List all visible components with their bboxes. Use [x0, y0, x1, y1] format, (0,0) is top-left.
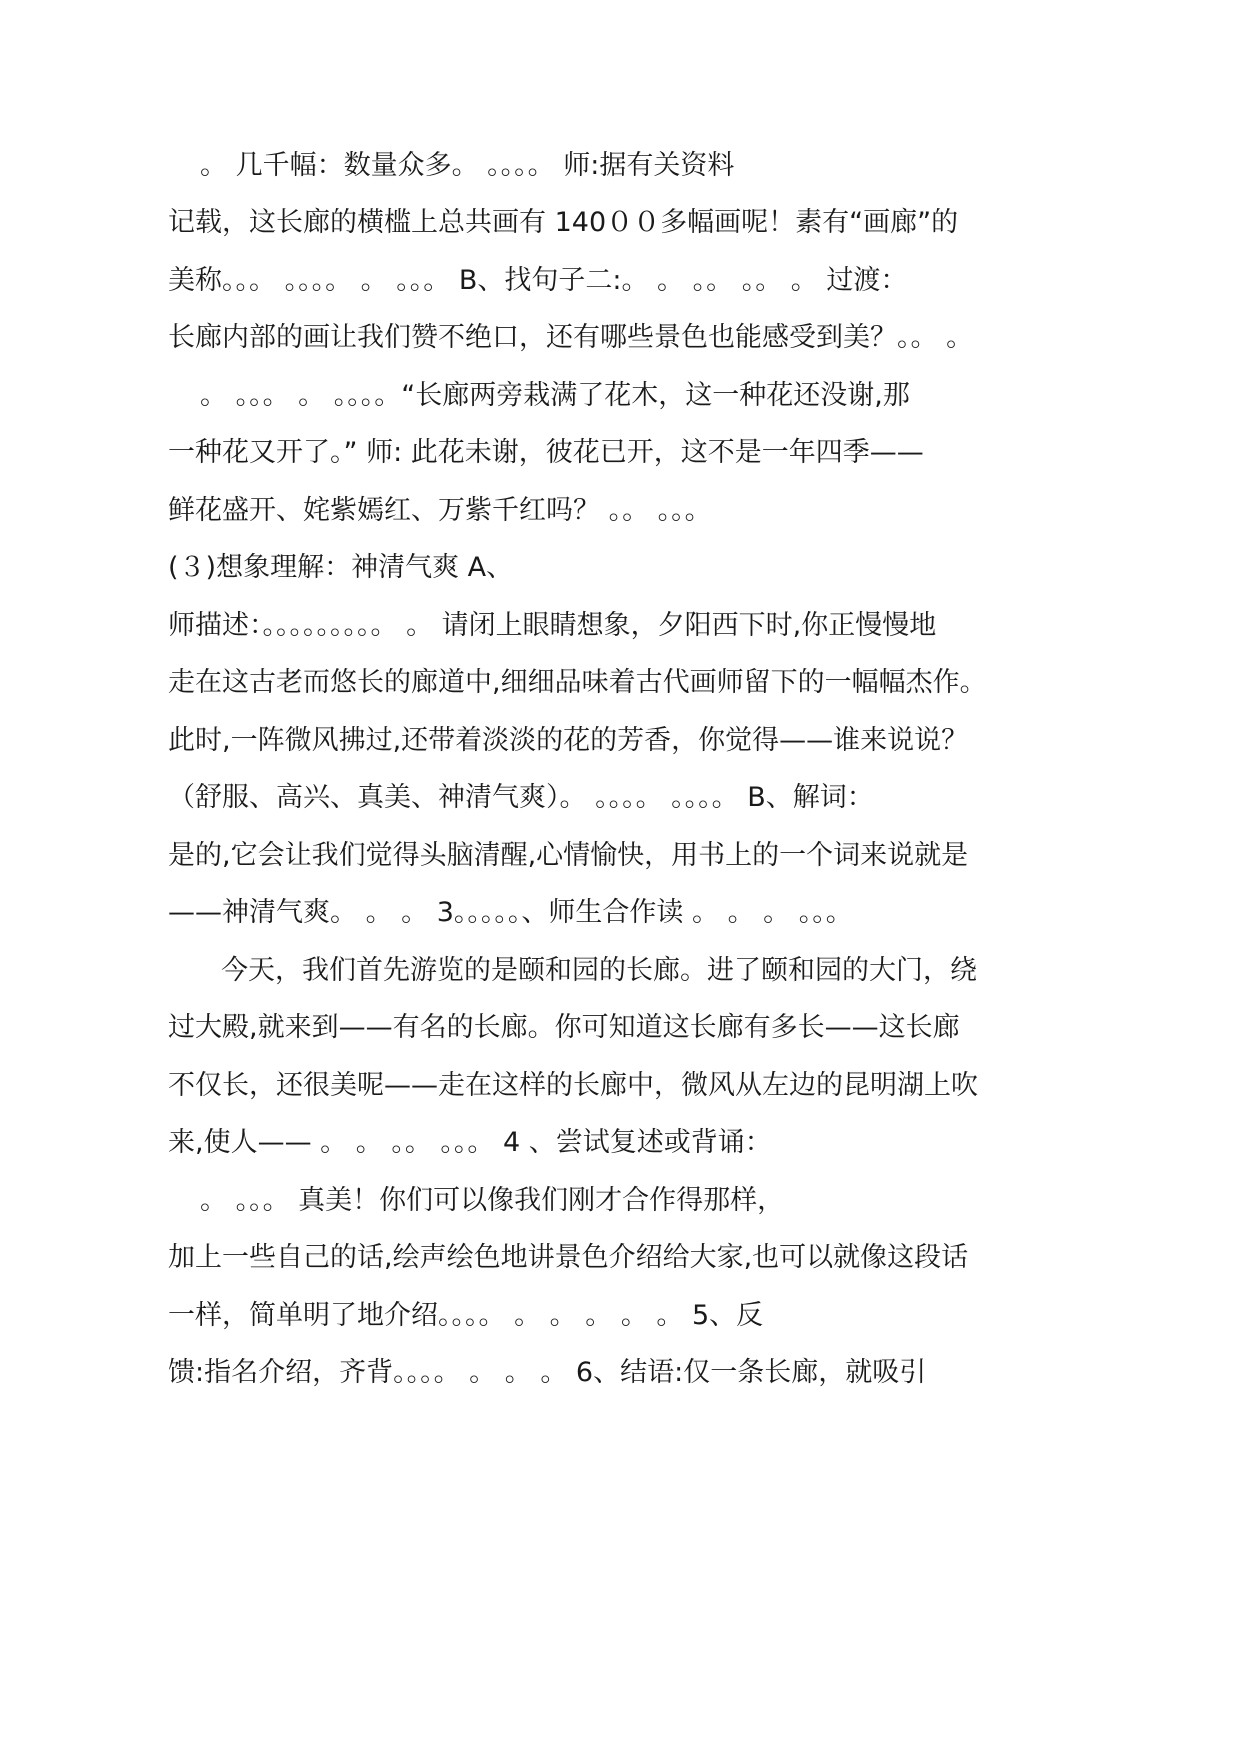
text-line-13: 是的,它会让我们觉得头脑清醒,心情愉快，用书上的一个词来说就是 — [168, 840, 969, 871]
text-line-2: 记载，这长廊的横槛上总共画有 140００多幅画呢！素有“画廊”的 — [168, 207, 959, 238]
text-line-18: 来,使人—— 。 。 。。 。。。 4 、尝试复述或背诵： — [168, 1127, 772, 1158]
text-line-5: 。 。。。 。 。。。。“长廊两旁栽满了花木，这一种花还没谢,那 — [200, 380, 910, 411]
text-line-17: 不仅长，还很美呢——走在这样的长廊中，微风从左边的昆明湖上吹 — [168, 1070, 978, 1101]
text-line-9: 师描述：。。。。。。。。。 。 请闭上眼睛想象，夕阳西下时,你正慢慢地 — [168, 610, 937, 641]
text-line-15: 今天，我们首先游览的是颐和园的长廊。进了颐和园的大门，绕 — [221, 955, 977, 986]
text-line-19: 。 。。。 真美！你们可以像我们刚才合作得那样， — [200, 1185, 785, 1216]
text-line-11: 此时,一阵微风拂过,还带着淡淡的花的芳香，你觉得——谁来说说？ — [168, 725, 969, 756]
text-line-20: 加上一些自己的话,绘声绘色地讲景色介绍给大家,也可以就像这段话 — [168, 1242, 969, 1273]
text-line-14: ——神清气爽。 。 。 3。。。。。、师生合作读 。 。 。 。。。 — [168, 897, 853, 928]
text-line-8: (３)想象理解：神清气爽 A、 — [168, 552, 514, 583]
text-line-7: 鲜花盛开、姹紫嫣红、万紫千红吗？ 。。 。。。 — [168, 495, 712, 526]
text-line-4: 长廊内部的画让我们赞不绝口，还有哪些景色也能感受到美？。。 。 — [168, 322, 974, 353]
text-line-12: （舒服、高兴、真美、神清气爽）。 。。。。 。。。。 B、解词： — [168, 782, 874, 813]
text-line-3: 美称。。。 。。。。 。 。。。 B、找句子二:。 。 。。 。。 。 过渡： — [168, 265, 908, 296]
text-line-1: 。 几千幅：数量众多。 。。。。 师:据有关资料 — [200, 150, 735, 181]
text-line-22: 馈:指名介绍，齐背。。。。 。 。 。 6、结语:仅一条长廊，就吸引 — [168, 1357, 927, 1388]
text-line-16: 过大殿,就来到——有名的长廊。你可知道这长廊有多长——这长廊 — [168, 1012, 960, 1043]
text-line-6: 一种花又开了。” 师: 此花未谢，彼花已开，这不是一年四季—— — [168, 437, 924, 468]
text-line-10: 走在这古老而悠长的廊道中,细细品味着古代画师留下的一幅幅杰作。 — [168, 667, 987, 698]
text-line-21: 一样，简单明了地介绍。。。。 。 。 。 。 。 5、反 — [168, 1300, 764, 1331]
